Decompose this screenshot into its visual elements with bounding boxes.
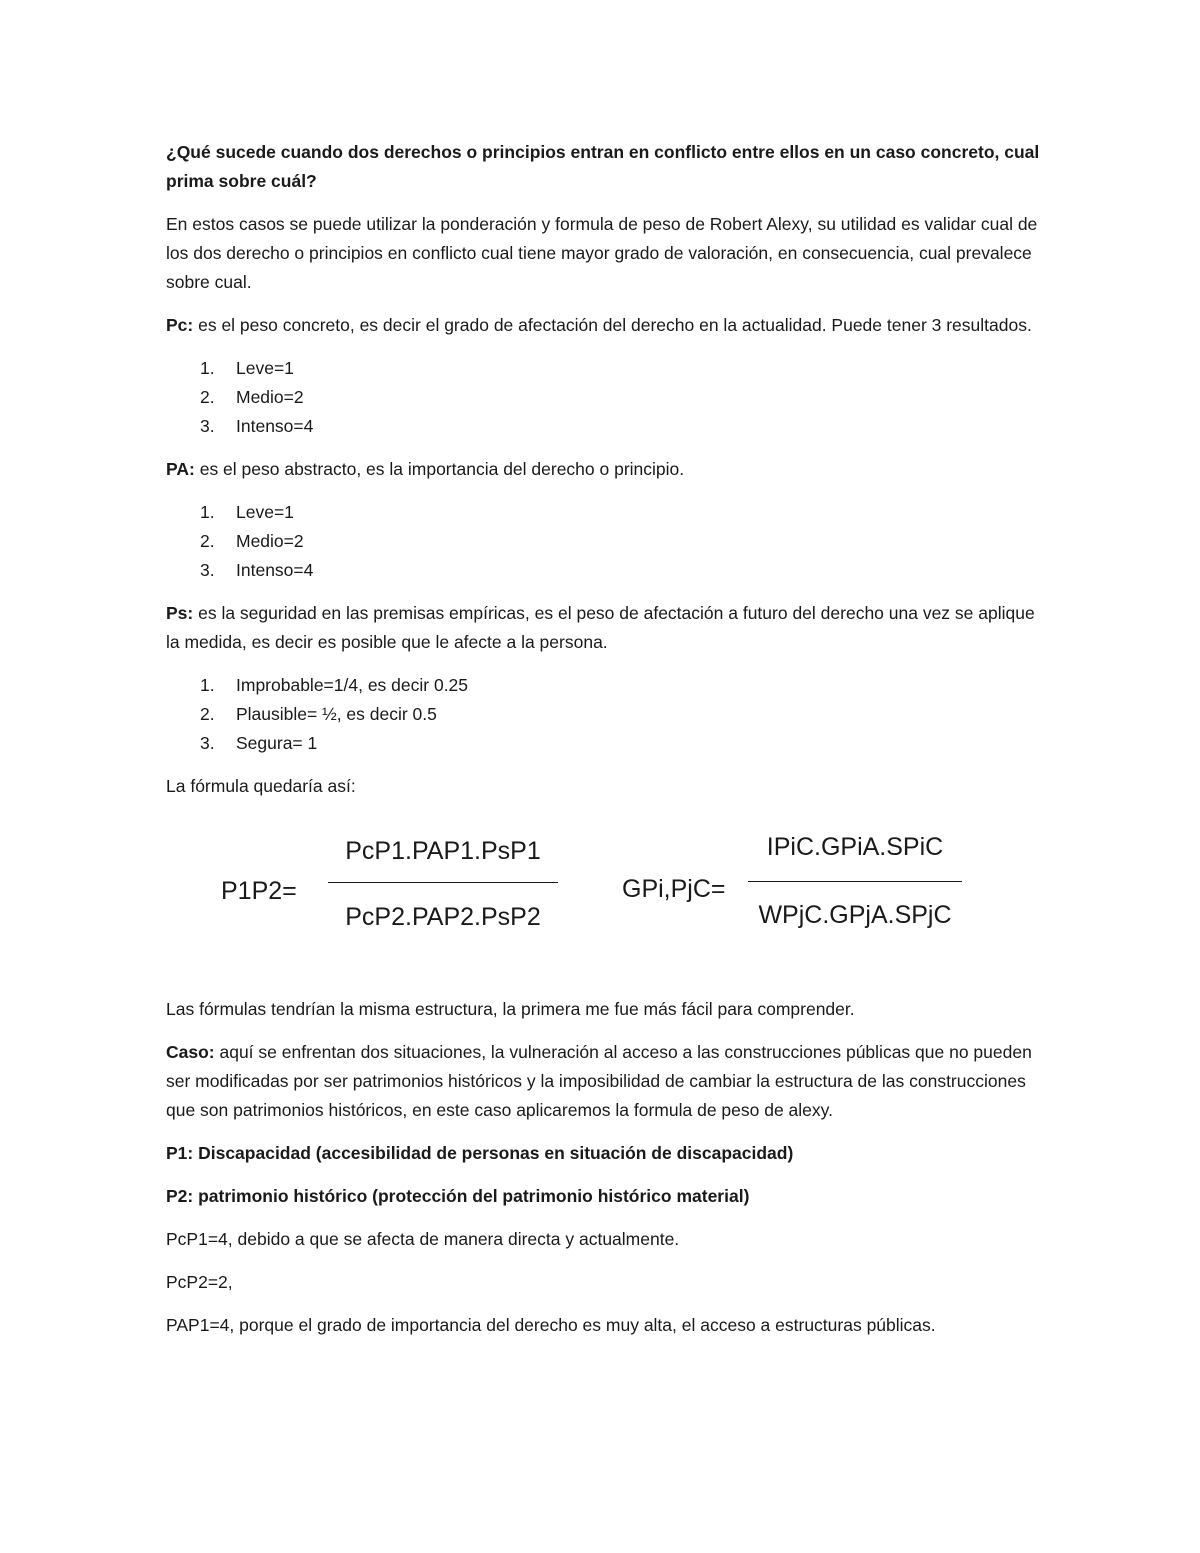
caso-label: Caso: [166, 1042, 215, 1062]
list-item [166, 498, 1046, 527]
pa-label: PA: [166, 459, 195, 479]
list-number: 1. [200, 358, 215, 378]
list-text: Plausible= ½, es decir 0.5 [236, 704, 437, 724]
list-number: 2. [200, 704, 215, 724]
list-item [166, 729, 1046, 758]
list-text: Intenso=4 [236, 560, 314, 580]
question-heading: ¿Qué sucede cuando dos derechos o principios entran en conflicto entre ellos en un caso concreto, cual prima sobre cuál? [166, 142, 1040, 191]
formula2-fraction-bar [748, 881, 962, 882]
list-text: Leve=1 [236, 358, 294, 378]
list-item [166, 412, 1046, 441]
formula1-lhs: P1P2= [221, 877, 297, 905]
formula1-numerator: PcP1.PAP1.PsP1 [345, 837, 541, 865]
caso-paragraph [166, 1038, 1046, 1125]
formula1-fraction-bar [328, 882, 558, 883]
pa-definition [166, 455, 1046, 484]
list-item [166, 556, 1046, 585]
formula1-denominator: PcP2.PAP2.PsP2 [345, 903, 541, 931]
pa-list [166, 498, 1046, 585]
ps-definition [166, 599, 1046, 657]
list-text: Intenso=4 [236, 416, 314, 436]
pa-text: es el peso abstracto, es la importancia del derecho o principio. [194, 459, 685, 479]
list-number: 2. [200, 531, 215, 551]
ps-text: es la seguridad en las premisas empíricas, es el peso de afectación a futuro del derecho una vez se aplique la medida, es decir es posible que le afecte a la persona. [166, 603, 1035, 652]
formula2-lhs: GPi,PjC= [622, 875, 726, 903]
formula2-numerator: IPiC.GPiA.SPiC [766, 833, 944, 861]
list-text: Segura= 1 [236, 733, 318, 753]
pcp1-line: PcP1=4, debido a que se afecta de manera directa y actualmente. [166, 1229, 680, 1249]
list-number: 1. [200, 502, 215, 522]
list-number: 3. [200, 733, 215, 753]
pc-definition [166, 311, 1046, 340]
formula-note: Las fórmulas tendrían la misma estructura, la primera me fue más fácil para comprender. [166, 999, 855, 1019]
list-item [166, 671, 1046, 700]
list-text: Improbable=1/4, es decir 0.25 [236, 675, 469, 695]
list-item [166, 354, 1046, 383]
list-number: 1. [200, 675, 215, 695]
document-page [166, 138, 1046, 1354]
list-text: Leve=1 [236, 502, 294, 522]
list-item [166, 383, 1046, 412]
formula-intro: La fórmula quedaría así: [166, 776, 356, 796]
list-number: 3. [200, 416, 215, 436]
list-item [166, 527, 1046, 556]
list-text: Medio=2 [236, 387, 304, 407]
pc-list [166, 354, 1046, 441]
pc-text: es el peso concreto, es decir el grado de afectación del derecho en la actualidad. Puede tener 3 resultados. [193, 315, 1032, 335]
formula2-denominator: WPjC.GPjA.SPjC [758, 901, 952, 929]
intro-paragraph: En estos casos se puede utilizar la ponderación y formula de peso de Robert Alexy, su utilidad es validar cual de los dos derecho o principios en conflicto cual tiene mayor grado de valoración, en consecuencia, cual prevalece sobre cual. [166, 214, 1038, 292]
ps-label: Ps: [166, 603, 194, 623]
list-text: Medio=2 [236, 531, 304, 551]
list-item [166, 700, 1046, 729]
pap1-line: PAP1=4, porque el grado de importancia del derecho es muy alta, el acceso a estructuras públicas. [166, 1315, 936, 1335]
ps-list [166, 671, 1046, 758]
list-number: 2. [200, 387, 215, 407]
pc-label: Pc: [166, 315, 194, 335]
caso-text: aquí se enfrentan dos situaciones, la vulneración al acceso a las construcciones públicas que no pueden ser modificadas por ser patrimonios históricos y la imposibilidad de cambiar la estructura de las construcciones que son patrimonios históricos, en este caso aplicaremos la formula de peso de alexy. [166, 1042, 1032, 1120]
list-number: 3. [200, 560, 215, 580]
pcp2-line: PcP2=2, [166, 1272, 233, 1292]
p2-heading: P2: patrimonio histórico (protección del patrimonio histórico material) [166, 1186, 750, 1206]
formulas-block [166, 815, 1046, 975]
p1-heading: P1: Discapacidad (accesibilidad de personas en situación de discapacidad) [166, 1143, 794, 1163]
